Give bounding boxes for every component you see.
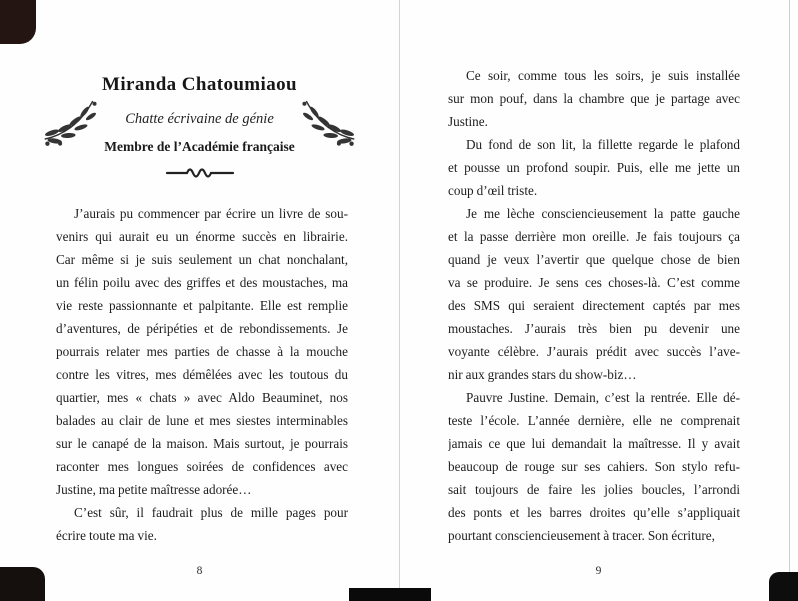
text-line: des SMS qui seraient directement captés par mes — [448, 298, 740, 313]
paragraph — [56, 202, 348, 501]
text-line: contre les vitres, mes démêlées avec les toutous du — [56, 367, 348, 382]
text-line: quand je veux l’avertir que quelque chose de bien — [448, 252, 740, 267]
text-line: pourtant consciencieusement à tracer. Son écriture, — [448, 528, 715, 543]
text-line: Justine. — [448, 114, 488, 129]
laurel-branch-left-icon — [42, 92, 100, 150]
text-line: sur le canapé de la maison. Mais surtout, je pourrais — [56, 436, 348, 451]
text-line: des ponts et les barres droites qu’elle s’appliquait — [448, 505, 740, 520]
text-line: beaucoup de rouge sur ses cahiers. Son stylo refu- — [448, 459, 740, 474]
text-line: raconter mes longues soirées de confidences avec — [56, 459, 348, 474]
text-line: J’aurais pu commencer par écrire un livre de sou- — [74, 206, 348, 221]
text-line: va se produire. Je sens ces choses-là. C’est comme — [448, 275, 740, 290]
text-line: Ce soir, comme tous les soirs, je suis installée — [466, 68, 740, 83]
paragraph — [448, 133, 740, 202]
scan-artifact-bottom-center — [349, 588, 431, 601]
text-line: coup d’œil triste. — [448, 183, 538, 198]
text-line: Car même si je suis seulement un chat nonchalant, — [56, 252, 348, 267]
page-title: Miranda Chatoumiaou — [102, 74, 297, 95]
text-line: Du fond de son lit, la fillette regarde le plafond — [466, 137, 740, 152]
page-edge-line — [789, 0, 790, 601]
text-line: vie reste passionnante et palpitante. Elle est remplie — [56, 298, 348, 313]
text-line: C’est sûr, il faudrait plus de mille pages pour — [74, 505, 348, 520]
page-affiliation: Membre de l’Académie française — [104, 139, 295, 154]
right-page-body — [448, 64, 740, 547]
text-line: nir aux grandes stars du show-biz… — [448, 367, 637, 382]
text-line: teste l’école. L’année dernière, elle ne comprenait — [448, 413, 740, 428]
text-line: pourrais relater mes parties de chasse à la mouche — [56, 344, 348, 359]
paragraph — [56, 501, 348, 547]
text-line: un félin poilu avec des griffes et des moustaches, ma — [56, 275, 348, 290]
text-line: Justine, ma petite maîtresse adorée… — [56, 482, 252, 497]
text-line: balades au clair de lune et mes siestes interminables — [56, 413, 348, 428]
page-subtitle: Chatte écrivaine de génie — [125, 111, 274, 127]
text-line: quartier, mes « chats » avec Aldo Beauminet, nos — [56, 390, 348, 405]
scan-artifact-bottom-left — [0, 567, 45, 601]
page-number-left: 8 — [196, 565, 203, 577]
text-line: jamais ce que lui demandait la maîtresse. Il y avait — [448, 436, 740, 451]
paragraph — [448, 202, 740, 386]
text-line: écrire toute ma vie. — [56, 528, 157, 543]
text-line: et pousse un profond soupir. Puis, elle me jette un — [448, 160, 740, 175]
scan-artifact-top-left — [0, 0, 36, 44]
right-page — [399, 0, 798, 601]
text-line: sait toujours de faire les jolies boucles, l’arrondi — [448, 482, 740, 497]
scan-artifact-bottom-right — [769, 572, 798, 601]
page-number-right: 9 — [595, 565, 602, 577]
section-divider-icon — [0, 165, 399, 186]
text-line: voyante célèbre. J’aurais prédit avec succès l’ave- — [448, 344, 740, 359]
laurel-branch-right-icon — [299, 92, 357, 150]
page-gutter-line — [399, 0, 400, 601]
text-line: Je me lèche consciencieusement la patte gauche — [466, 206, 740, 221]
text-line: et la passe derrière mon oreille. Je fais toujours ça — [448, 229, 740, 244]
text-line: d’aventures, de péripéties et de rebondissements. Je — [56, 321, 348, 336]
paragraph — [448, 386, 740, 547]
left-page-body — [56, 202, 348, 547]
text-line: venirs qui aurait eu un énorme succès en librairie. — [56, 229, 348, 244]
paragraph — [448, 64, 740, 133]
text-line: Pauvre Justine. Demain, c’est la rentrée. Elle dé- — [466, 390, 740, 405]
text-line: sur mon pouf, dans la chambre que je partage avec — [448, 91, 740, 106]
text-line: moustaches. J’aurais très bien pu devenir une — [448, 321, 740, 336]
